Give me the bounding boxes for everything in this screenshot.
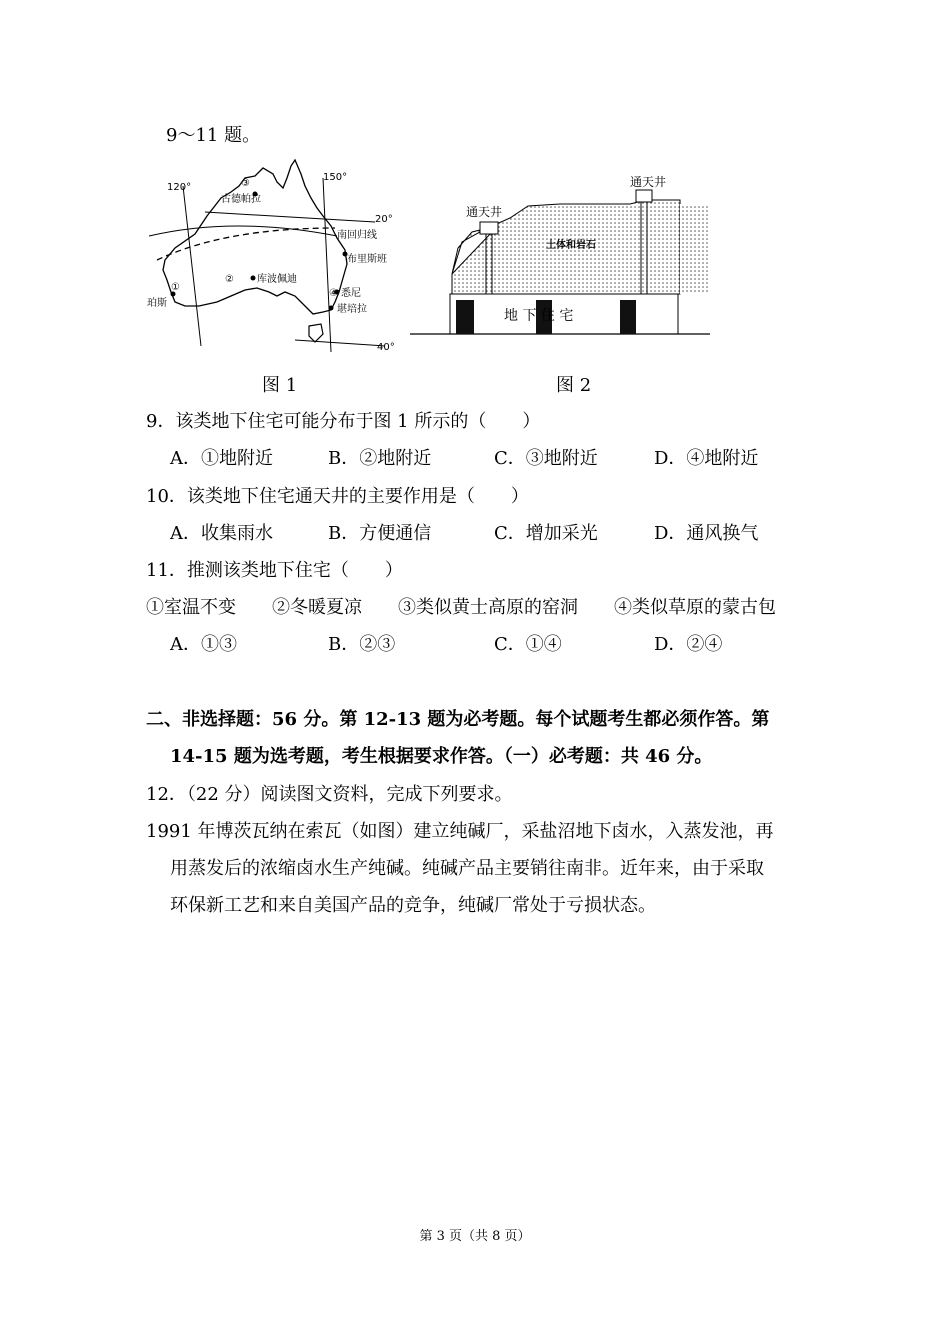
label-m1: ① <box>171 282 180 293</box>
label-tropic: 南回归线 <box>337 230 377 241</box>
well-left <box>480 222 498 234</box>
label-lon120: 120° <box>167 182 192 193</box>
q9-option-a: A．①地附近 <box>170 448 273 469</box>
pillar-1 <box>456 300 474 334</box>
label-lat20: 20° <box>375 214 393 225</box>
label-gudeng: 古德帕拉 <box>221 194 261 205</box>
dot-kubo <box>251 276 256 281</box>
label-hobart: 堪培拉 <box>337 304 367 315</box>
q11-items: ①室温不变 ②冬暖夏凉 ③类似黄士高原的窑洞 ④类似草原的蒙古包 <box>146 597 776 618</box>
dot-hobart <box>329 306 334 311</box>
label-brisbane: 布里斯班 <box>347 254 387 265</box>
q10-option-b: B．方便通信 <box>328 523 432 544</box>
meridian-150 <box>323 178 331 352</box>
figure-1-caption: 图 1 <box>262 375 298 396</box>
q12-stem: 12．（22 分）阅读图文资料，完成下列要求。 <box>146 784 513 805</box>
q12-para-line2: 用蒸发后的浓缩卤水生产纯碱。纯碱产品主要销往南非。近年来，由于采取 <box>170 858 764 879</box>
figure-1-australia-map <box>145 156 405 356</box>
figure-2-underground-house <box>410 170 710 340</box>
label-sydney: 悉尼 <box>341 288 361 299</box>
label-lon150: 150° <box>323 172 348 183</box>
figure-2-caption: 图 2 <box>556 375 592 396</box>
label-kubo: 库波佩迪 <box>257 274 297 285</box>
q9-option-c: C．③地附近 <box>494 448 598 469</box>
q12-para-line3: 环保新工艺和来自美国产品的竞争，纯碱厂常处于亏损状态。 <box>170 895 656 916</box>
q10-option-d: D．通风换气 <box>654 523 759 544</box>
section2-heading-line1: 二、非选择题：56 分。第 12-13 题为必考题。每个试题考生都必须作答。第 <box>146 709 770 730</box>
well-right <box>636 190 652 202</box>
q11-option-b: B．②③ <box>328 634 396 655</box>
q9-option-d: D．④地附近 <box>654 448 759 469</box>
label-m3: ③ <box>241 178 250 189</box>
q10-option-a: A．收集雨水 <box>170 523 273 544</box>
section2-heading-line2: 14-15 题为选考题，考生根据要求作答。（一）必考题：共 46 分。 <box>170 746 713 767</box>
parallel-20 <box>205 212 375 222</box>
q9-option-b: B．②地附近 <box>328 448 432 469</box>
q11-option-a: A．①③ <box>170 634 237 655</box>
label-well-right: 通天井 <box>630 175 667 189</box>
q10-stem: 10．该类地下住宅通天井的主要作用是（ ） <box>146 486 529 507</box>
q11-option-c: C．①④ <box>494 634 562 655</box>
label-soil: 土体和岩石 <box>546 240 596 251</box>
q9-stem: 9．该类地下住宅可能分布于图 1 所示的（ ） <box>146 411 541 432</box>
label-house: 地 下 住 宅 <box>504 308 574 324</box>
q12-para-line1: 1991 年博茨瓦纳在索瓦（如图）建立纯碱厂，采盐沼地下卤水，入蒸发池，再 <box>146 821 774 842</box>
label-perth: 珀斯 <box>147 298 167 309</box>
meridian-120 <box>183 186 201 346</box>
label-well-left: 通天井 <box>466 205 503 219</box>
tasmania <box>309 324 323 342</box>
label-m2: ② <box>225 274 234 285</box>
q11-option-d: D．②④ <box>654 634 723 655</box>
q11-stem: 11．推测该类地下住宅（ ） <box>146 560 403 581</box>
label-m4: ④ <box>329 288 338 299</box>
page-footer: 第 3 页（共 8 页） <box>419 1229 531 1244</box>
tropic-line <box>157 228 335 260</box>
intro-text: 9～11 题。 <box>166 125 261 146</box>
q10-option-c: C．增加采光 <box>494 523 598 544</box>
pillar-3 <box>620 300 636 334</box>
label-lat40: 40° <box>377 342 395 353</box>
parallel-40 <box>295 340 385 346</box>
